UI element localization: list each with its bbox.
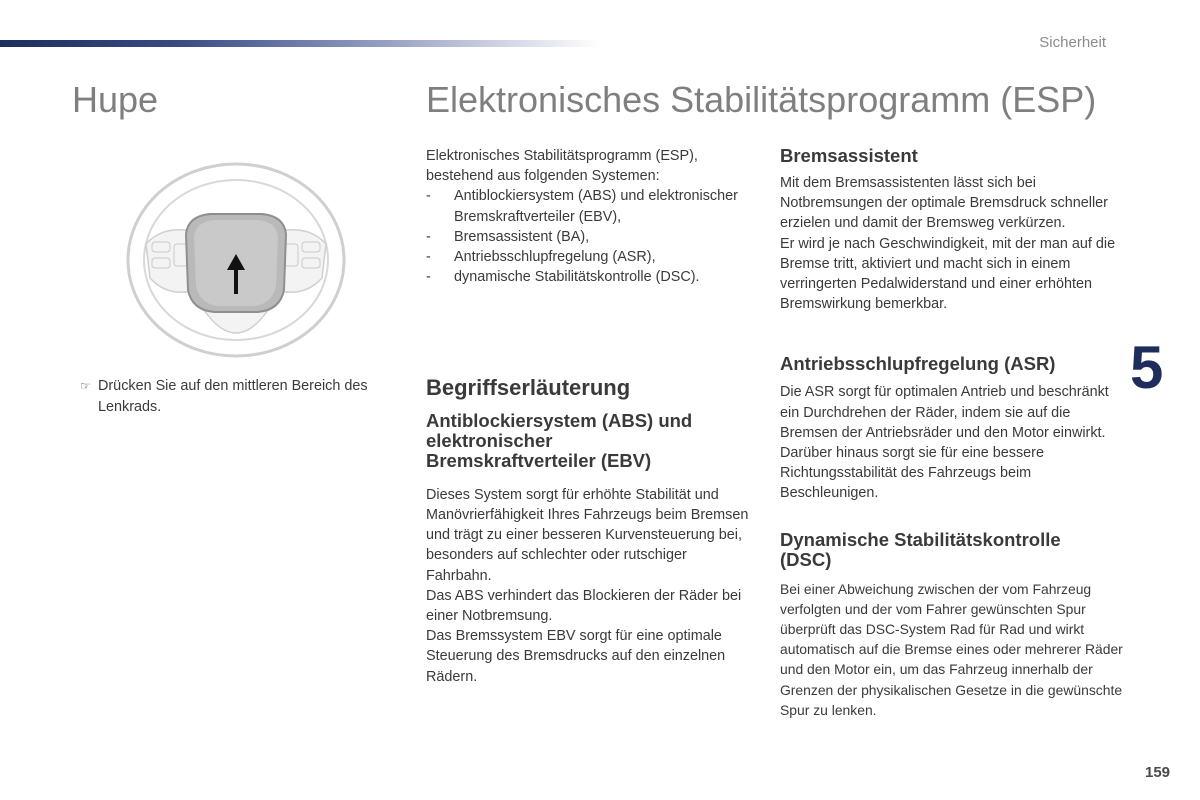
dsc-text: Bei einer Abweichung zwischen der vom Fahrzeug verfolgten und der vom Fahrer gewünschten Spur überprüft das DSC-System Rad für Rad und wirkt automatisch auf die Bremse eines oder mehrerer Räder und den Motor ein, um das Fahrzeug innerhalb der Grenzen der physikalischen Gesetze in die gewünschte Spur zu lenken. [780, 580, 1123, 718]
esp-right-column [780, 146, 1125, 720]
list-item: - dynamische Stabilitätskontrolle (DSC). [426, 269, 700, 286]
glossary-heading: Begriffserläuterung [426, 375, 631, 401]
header-accent-bar [0, 40, 600, 47]
abs-text: Dieses System sorgt für erhöhte Stabilität und Manövrierfähigkeit Ihres Fahrzeugs beim Bremsen und trägt zu einer besseren Kurvensteuerung bei, besonders auf schlechter oder rutschiger Fahrbahn. Das ABS verhindert das Blockieren der Räder bei einer Notbremsung. Das Bremssystem EBV sorgt für eine optimale Steuerung des Bremsdrucks auf den einzelnen Rädern. [426, 486, 749, 685]
chapter-number: 5 [1130, 334, 1164, 401]
hupe-instruction-text: Drücken Sie auf den mittleren Bereich des Lenkrads. [98, 378, 368, 415]
list-item: - Bremsassistent (BA), [426, 228, 590, 245]
asr-text: Die ASR sorgt für optimalen Antrieb und beschränkt ein Durchdrehen der Räder, indem sie auf die Bremsen der Antriebsräder und den Motor einwirkt. Darüber hinaus sorgt sie für eine bessere Richtungsstabilität des Fahrzeugs beim Beschleunigen. [780, 384, 1109, 502]
ba-text: Mit dem Bremsassistenten lässt sich bei Notbremsungen der optimale Bremsdruck schneller erzielen und damit der Bremsweg verkürzen. Er wird je nach Geschwindigkeit, mit der man auf die Bremse tritt, aktiviert und macht sich in einem verringerten Pedalwiderstand und einer erhöhten Bremswirkung bemerkbar. [780, 175, 1116, 313]
hupe-title: Hupe [72, 79, 159, 120]
hupe-instruction [72, 376, 402, 418]
abs-heading: Antiblockiersystem (ABS) und elektronischer Bremskraftverteiler (EBV) [426, 409, 693, 471]
page-number: 159 [1145, 764, 1171, 781]
dsc-heading: Dynamische Stabilitätskontrolle (DSC) [780, 528, 1061, 570]
section-label: Sicherheit [1039, 34, 1106, 51]
esp-systems-list [426, 186, 756, 287]
esp-title: Elektronisches Stabilitätsprogramm (ESP) [426, 79, 1097, 120]
hand-pointer-icon: ☞ [80, 379, 91, 393]
list-item: - Antiblockiersystem (ABS) und elektronischer Bremskraftverteiler (EBV), [426, 188, 738, 225]
esp-intro-text: Elektronisches Stabilitätsprogramm (ESP), bestehend aus folgenden Systemen: [426, 148, 698, 185]
list-item: - Antriebsschlupfregelung (ASR), [426, 249, 656, 266]
esp-middle-column [426, 146, 756, 687]
ba-heading: Bremsassistent [780, 145, 918, 166]
steering-wheel-illustration [124, 160, 348, 360]
esp-intro [426, 146, 756, 287]
asr-heading: Antriebsschlupfregelung (ASR) [780, 353, 1056, 375]
